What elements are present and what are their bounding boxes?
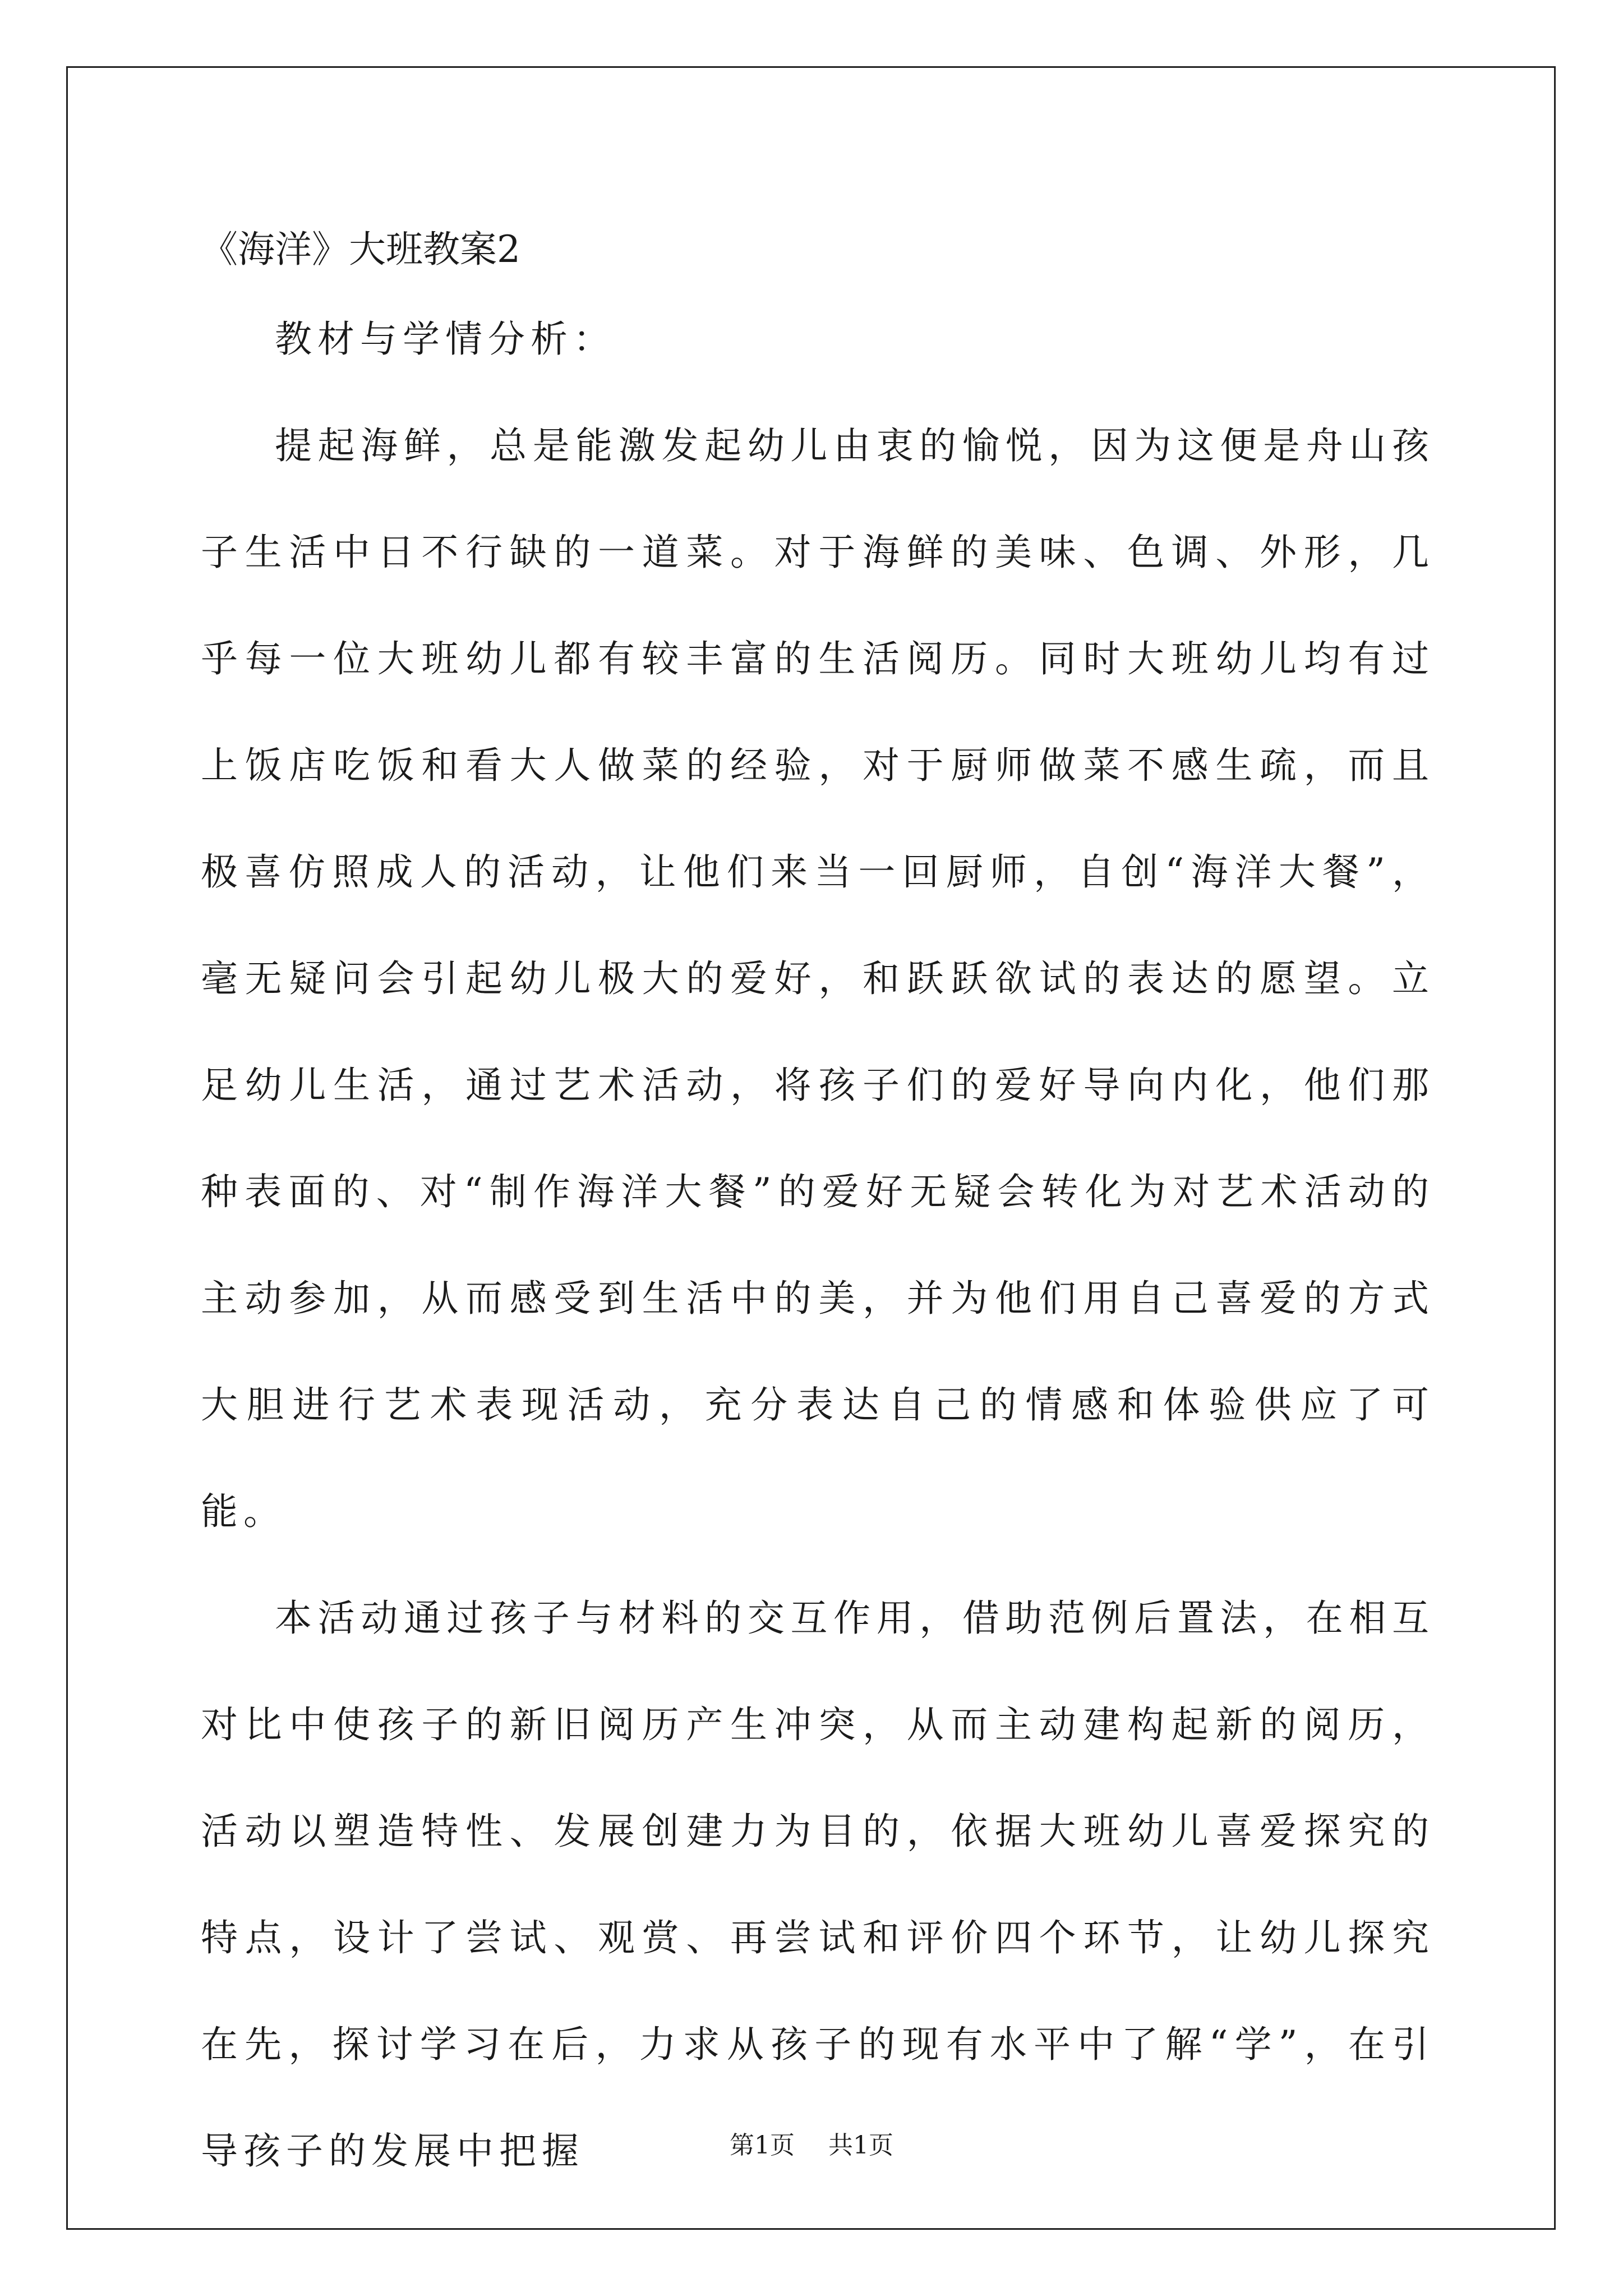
page-number-current: 第1页 (730, 2131, 795, 2160)
paragraph-analysis: 提起海鲜，总是能激发起幼儿由衷的愉悦，因为这便是舟山孩子生活中日不行缺的一道菜。对于海鲜的美味、色调、外形，几乎每一位大班幼儿都有较丰富的生活阅历。同时大班幼儿均有过上饭店吃饭和看大人做菜的经验，对于厨师做菜不感生疏，而且极喜仿照成人的活动，让他们来当一回厨师，自创“海洋大餐”，毫无疑问会引起幼儿极大的爱好，和跃跃欲试的表达的愿望。立足幼儿生活，通过艺术活动，将孩子们的爱好导向内化，他们那种表面的、对“制作海洋大餐”的爱好无疑会转化为对艺术活动的主动参加，从而感受到生活中的美，并为他们用自己喜爱的方式大胆进行艺术表现活动，充分表达自己的情感和体验供应了可能。 (201, 424, 1435, 1533)
page-number-total: 共1页 (828, 2131, 893, 2160)
page-footer (0, 2129, 1623, 2162)
paragraph-section-heading: 教材与学情分析： (275, 318, 616, 361)
paragraph-activity-design: 本活动通过孩子与材料的交互作用，借助范例后置法，在相互对比中使孩子的新旧阅历产生冲突，从而主动建构起新的阅历，活动以塑造特性、发展创建力为目的，依据大班幼儿喜爱探究的特点，设计了尝试、观赏、再尝试和评价四个环节，让幼儿探究在先，探讨学习在后，力求从孩子的现有水平中了解“学”，在引导孩子的发展中把握 (201, 1596, 1435, 2173)
document-title: 《海洋》大班教案2 (201, 228, 520, 271)
document-body (201, 286, 1435, 2205)
